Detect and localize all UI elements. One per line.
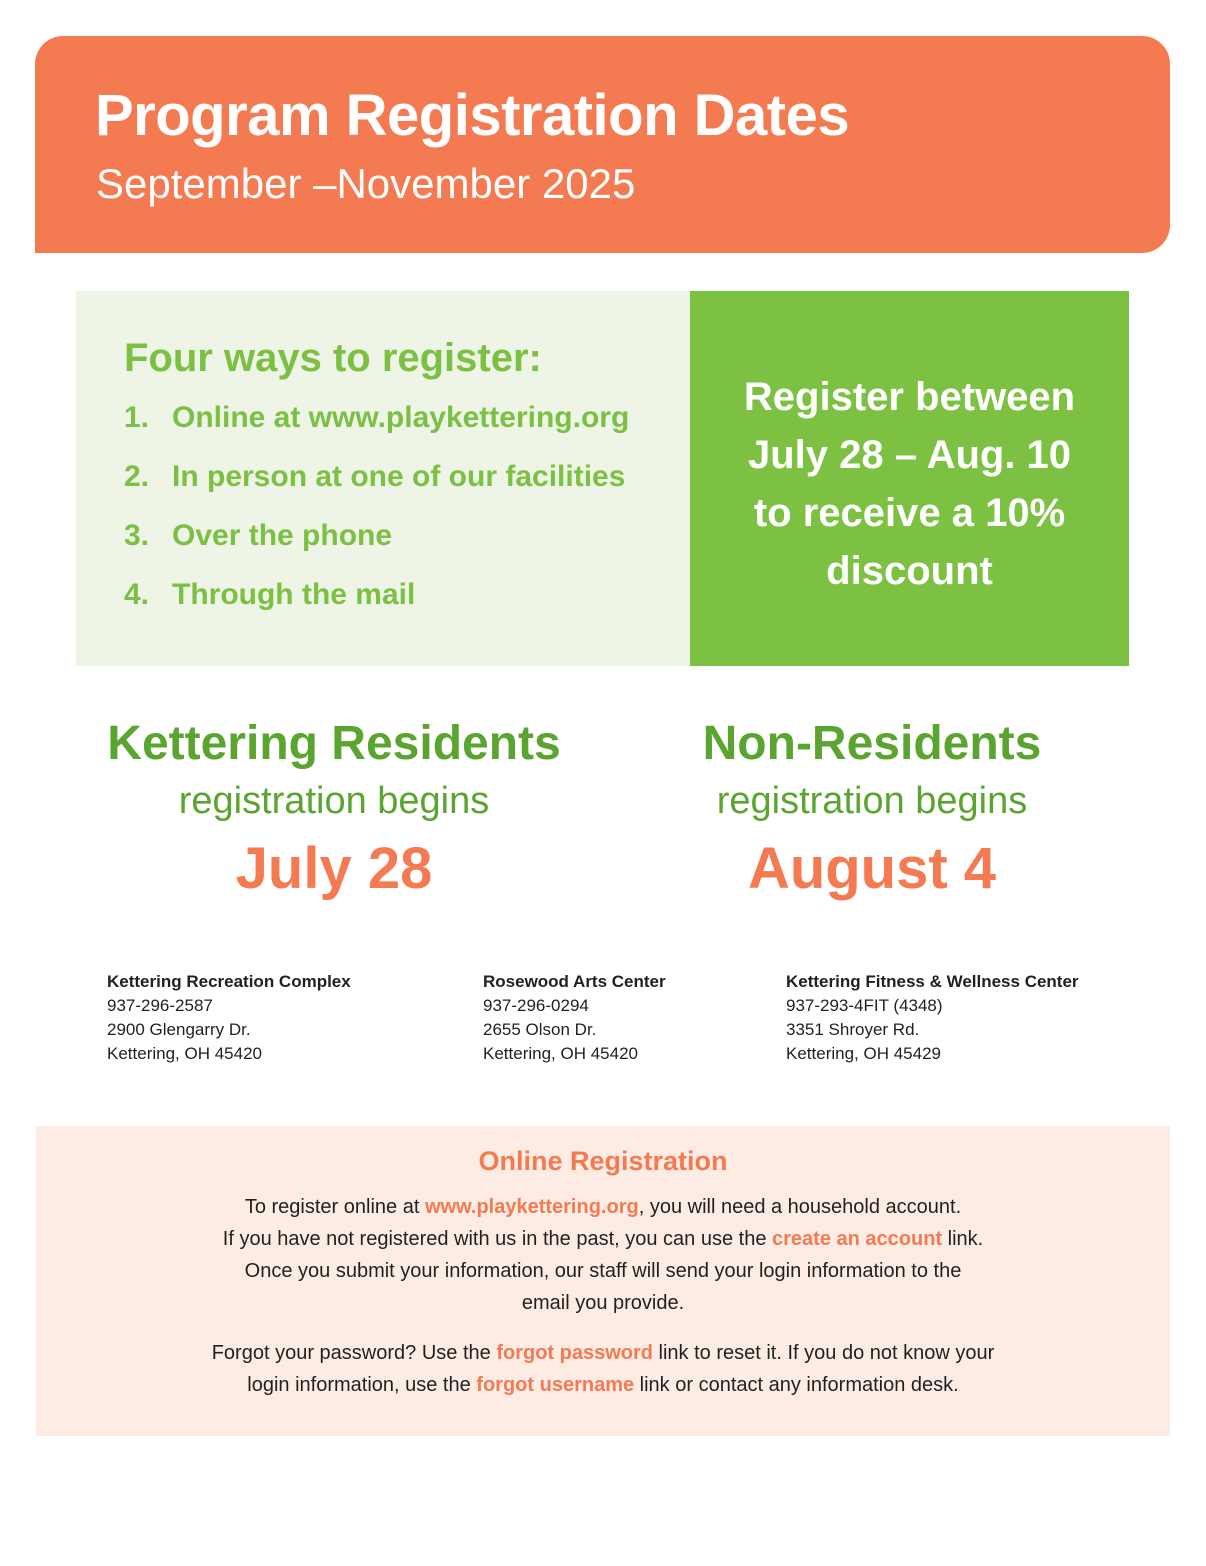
facility-city: Kettering, OH 45420	[483, 1044, 638, 1063]
facility-street: 2900 Glengarry Dr.	[107, 1020, 251, 1039]
list-item-label: Over the phone	[172, 519, 393, 552]
page-title: Program Registration Dates	[95, 83, 850, 148]
facility-street: 2655 Olson Dr.	[483, 1020, 597, 1039]
list-item-number: 1.	[124, 401, 150, 434]
non-residents-section	[598, 712, 1146, 904]
non-residents-date: August 4	[747, 836, 997, 901]
facility-name: Kettering Recreation Complex	[107, 972, 351, 991]
ways-title: Four ways to register:	[124, 336, 542, 380]
forgot-credentials-paragraph	[36, 1337, 1170, 1401]
playkettering-link[interactable]: www.playkettering.org	[424, 1196, 639, 1218]
facility-name: Kettering Fitness & Wellness Center	[786, 972, 1079, 991]
paragraph-line	[36, 1369, 1170, 1401]
text-run: If you have not registered with us in the past, you can use the	[222, 1228, 772, 1250]
list-item-label: In person at one of our facilities	[172, 460, 626, 493]
facility-city: Kettering, OH 45420	[107, 1044, 262, 1063]
header-banner	[35, 36, 1170, 253]
text-run: link or contact any information desk.	[634, 1374, 959, 1396]
facility-kettering-recreation-complex	[107, 970, 351, 1066]
discount-line: discount	[826, 549, 993, 593]
facility-name: Rosewood Arts Center	[483, 972, 666, 991]
list-item-number: 4.	[124, 578, 150, 611]
list-item-number: 3.	[124, 519, 150, 552]
list-item	[124, 460, 629, 519]
text-run: link to reset it. If you do not know your	[652, 1342, 995, 1364]
page-subtitle: September –November 2025	[96, 160, 636, 207]
discount-line: July 28 – Aug. 10	[747, 433, 1072, 477]
paragraph-line	[36, 1337, 1170, 1369]
non-residents-subtitle: registration begins	[716, 780, 1028, 822]
text-run: , you will need a household account.	[638, 1196, 962, 1218]
list-item-label: Online at www.playkettering.org	[172, 401, 630, 434]
paragraph-line: Once you submit your information, our staff will send your login information to the	[244, 1260, 962, 1282]
forgot-password-link[interactable]: forgot password	[496, 1342, 653, 1364]
discount-line: Register between	[743, 375, 1076, 419]
discount-text	[690, 368, 1129, 600]
list-item-label: Through the mail	[172, 578, 416, 611]
facility-phone: 937-296-2587	[107, 996, 213, 1015]
facility-city: Kettering, OH 45429	[786, 1044, 941, 1063]
paragraph-line	[36, 1191, 1170, 1223]
residents-section	[60, 712, 608, 904]
ways-list	[124, 401, 629, 637]
text-run: Forgot your password? Use the	[211, 1342, 497, 1364]
forgot-username-link[interactable]: forgot username	[476, 1374, 635, 1396]
paragraph-line	[36, 1223, 1170, 1255]
list-item	[124, 519, 629, 578]
online-registration-title: Online Registration	[478, 1146, 728, 1176]
residents-date: July 28	[235, 836, 433, 901]
non-residents-title: Non-Residents	[702, 717, 1042, 770]
residents-title: Kettering Residents	[107, 717, 561, 770]
online-registration-panel	[36, 1126, 1170, 1436]
text-run: To register online at	[244, 1196, 425, 1218]
text-run: link.	[942, 1228, 984, 1250]
text-run: login information, use the	[247, 1374, 477, 1396]
discount-line: to receive a 10%	[753, 491, 1066, 535]
facility-kettering-fitness-wellness-center	[786, 970, 1079, 1066]
create-account-link[interactable]: create an account	[772, 1228, 943, 1250]
ways-to-register-panel	[76, 291, 690, 666]
facility-rosewood-arts-center	[483, 970, 666, 1066]
facility-phone: 937-296-0294	[483, 996, 589, 1015]
online-registration-paragraph	[36, 1191, 1170, 1319]
residents-subtitle: registration begins	[178, 780, 490, 822]
discount-panel	[690, 291, 1129, 666]
facility-phone: 937-293-4FIT (4348)	[786, 996, 943, 1015]
list-item-number: 2.	[124, 460, 150, 493]
facility-street: 3351 Shroyer Rd.	[786, 1020, 920, 1039]
list-item	[124, 401, 629, 460]
list-item	[124, 578, 629, 637]
paragraph-line: email you provide.	[521, 1292, 685, 1314]
